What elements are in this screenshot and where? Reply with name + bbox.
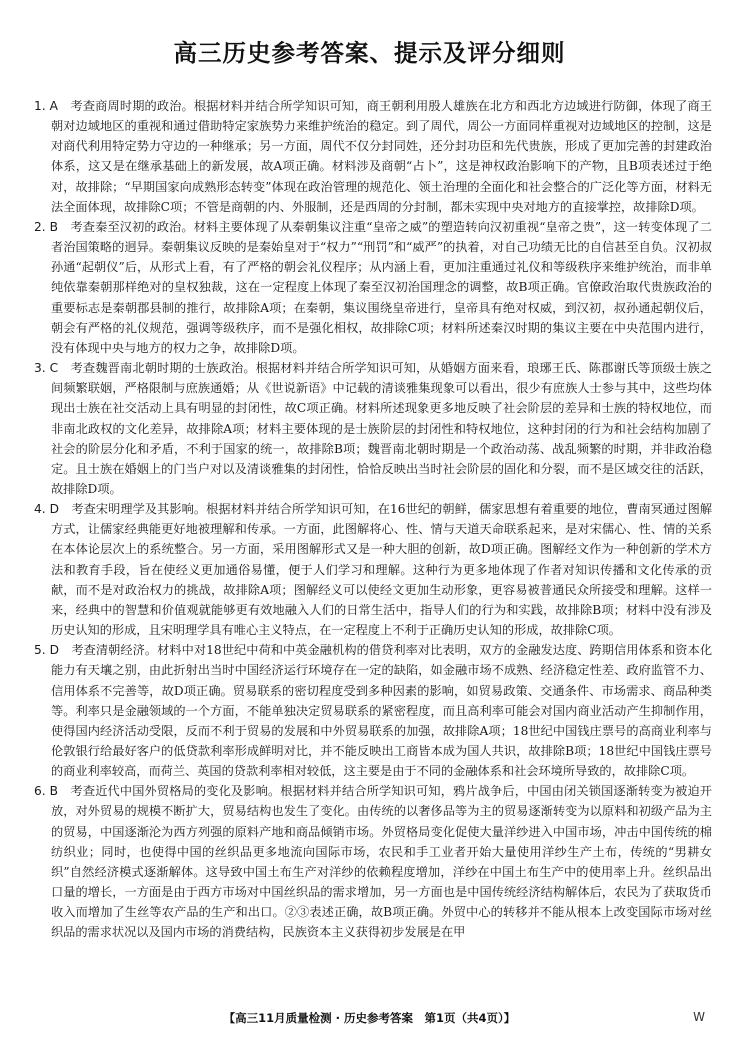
answer-item-3 — [34, 358, 712, 499]
answer-text: 考查近代中国外贸格局的变化及影响。根据材料并结合所学知识可知，鸦片战争后，中国由闭关锁国逐渐转变为被迫开放，对外贸易的规模不断扩大，贸易结构也发生了变化。由传统的以奢侈品等为主的贸易逐渐转变为以原料和初级产品为主的贸易，中国逐渐沦为西方列强的原料产地和商品倾销市场。外贸格局变化促使大量洋纱进入中国市场，冲击中国传统的棉纺织业；同时，也使得中国的丝织品更多地流向国际市场，农民和手工业者开始大量使用洋纱生产土布，传统的“男耕女织”自然经济模式逐渐解体。这导致中国土布生产对洋纱的依赖程度增加，洋纱在中国土布生产中的使用率上升。丝织品出口量的增长，一方面是由于西方市场对中国丝织品的需求增加，另一方面也是中国传统经济结构解体后，农民为了获取货币收入而增加了生丝等农产品的生产和出口。②③表述正确，故B项正确。外贸中心的转移并不能从根本上改变国际市场对丝织品的需求状况以及国内市场的消费结构，民族资本主义获得初步发展是在甲 — [51, 784, 712, 940]
answer-item-2 — [34, 217, 712, 358]
answer-number: 4. D — [34, 502, 59, 517]
answer-item-4 — [34, 499, 712, 640]
answer-text: 考查宋明理学及其影响。根据材料并结合所学知识可知，在16世纪的朝鲜，儒家思想有着重要的地位，曹南冥通过图解方式，让儒家经典能更好地被理解和传承。一方面，此图解将心、性、情与天道天命联系起来，是对宋儒心、性、情的关系在本体论层次上的系统整合。另一方面，采用图解形式又是一种大胆的创新，故D项正确。图解经文作为一种创新的学术方法和教育手段，旨在使经义更加通俗易懂，便于人们学习和理解。这种行为更多地体现了作者对知识传播和文化传承的贡献，而不是对政治权力的挑战，故排除A项；图解经义可以使经文更加生动形象，更容易被普通民众所接受和理解。这样一来，经典中的智慧和价值观就能够更有效地融入人们的日常生活中，指导人们的行为和实践，故排除B项；材料中没有涉及历史认知的形成，且宋明理学具有唯心主义特点，在一定程度上不利于正确历史认知的形成，故排除C项。 — [51, 502, 713, 638]
page-footer: 【高三11月质量检测 · 历史参考答案 第1页（共4页）】 — [223, 1011, 516, 1025]
answer-number: 6. B — [34, 784, 59, 799]
answer-number: 5. D — [34, 643, 59, 658]
answer-number: 2. B — [34, 219, 58, 234]
answer-number: 1. A — [34, 99, 58, 113]
answer-item-1 — [34, 96, 712, 217]
answer-text: 考查魏晋南北朝时期的士族政治。根据材料并结合所学知识可知，从婚姻方面来看，琅琊王氏、陈郡谢氏等顶级士族之间频繁联姻，严格限制与庶族通婚；从《世说新语》中记载的清谈雅集现象可以看出，很少有庶族人士参与其中，这些均体现出士族在社交活动上具有明显的封闭性，故C项正确。材料所述现象更多地反映了社会阶层的差异和士族的特权地位，而非南北政权的文化差异，故排除A项；材料主要体现的是士族阶层的封闭性和特权地位，这种封闭的行为和社会结构加剧了社会的阶层分化和矛盾，不利于国家的统一，故排除B项；魏晋南北朝时期是一个政治动荡、战乱频繁的时期，并非政治稳定。且士族在婚姻上的门当户对以及清谈雅集的封闭性，恰恰反映出当时社会阶层的固化和分裂，而不是区域交往的活跃，故排除D项。 — [51, 361, 713, 496]
answer-item-5 — [34, 640, 712, 781]
answer-list — [34, 96, 712, 943]
answer-text: 考查商周时期的政治。根据材料并结合所学知识可知，商王朝利用殷人雄族在北方和西北方边域进行防御，体现了商王朝对边域地区的重视和通过借助特定家族势力来维护统治的稳定。到了周代，周公一方面同样重视对边域地区的控制，这是对商代利用特定势力守边的一种继承；另一方面，周代不仅分封同姓，还分封功臣和先代贵族，形成了更加完善的封建政治体系，这又是在继承基础上的新发展，故A项正确。材料涉及商朝“占卜”，这是神权政治影响下的产物，且B项表述过于绝对，故排除；“早期国家向成熟形态转变”体现在政治管理的规范化、领土治理的全面化和社会整合的广泛化等方面，材料无法全面体现，故排除C项；不管是商朝的内、外服制，还是西周的分封制，都未实现中央对地方的直接掌控，故排除D项。 — [51, 99, 713, 214]
answer-text: 考查清朝经济。材料中对18世纪中荷和中英金融机构的借贷利率对比表明，双方的金融发达度、跨期信用体系和资本化能力有天壤之别，由此折射出当时中国经济运行环境存在一定的缺陷，如金融市场不成熟、经济稳定性差、政府监管不力、信用体系不完善等，故D项正确。贸易联系的密切程度受到多种因素的影响，如贸易政策、交通条件、市场需求、商品种类等。利率只是金融领域的一个方面，不能单独决定贸易联系的紧密程度，而且高利率可能会对国内商业活动产生抑制作用，使得国内经济活动受限，反而不利于贸易的发展和中外贸易联系的加强，故排除A项；18世纪中国钱庄票号的高商业利率与伦敦银行给最好客户的低贷款利率形成鲜明对比，并不能反映出工商皆本成为国人共识，故排除B项；18世纪中国钱庄票号的商业利率较高，而荷兰、英国的贷款利率相对较低，这主要是由于不同的金融体系和社会环境所导致的，故排除C项。 — [51, 643, 713, 779]
footer-version-letter: W — [693, 1010, 705, 1024]
answer-number: 3. C — [34, 361, 59, 376]
answer-item-6 — [34, 781, 712, 942]
answer-text: 考查秦至汉初的政治。材料主要体现了从秦朝集议注重“皇帝之威”的塑造转向汉初重视“皇帝之贵”，这一转变体现了二者治国策略的迥异。秦朝集议反映的是秦始皇对于“权力”“刑罚”和“威严”的执着，对自己功绩无比的自信甚至自负。汉初叔孙通“起朝仪”后，从形式上看，有了严格的朝会礼仪程序；从内涵上看，更加注重通过礼仪和等级秩序来维护统治，而非单纯依靠秦朝那样绝对的皇权独裁，这在一定程度上体现了秦至汉初治国理念的调整，故B项正确。官僚政治取代贵族政治的重要标志是秦朝郡县制的推行，故排除A项；在秦朝，集议围绕皇帝进行，皇帝具有绝对权威，到汉初，叔孙通起朝仪后，朝会有严格的礼仪规范，强调等级秩序，而不是强化相权，故排除C项；材料所述秦汉时期的集议主要在中央范围内进行，没有体现中央与地方的权力之争，故排除D项。 — [51, 219, 712, 355]
page-title: 高三历史参考答案、提示及评分细则 — [173, 39, 566, 67]
